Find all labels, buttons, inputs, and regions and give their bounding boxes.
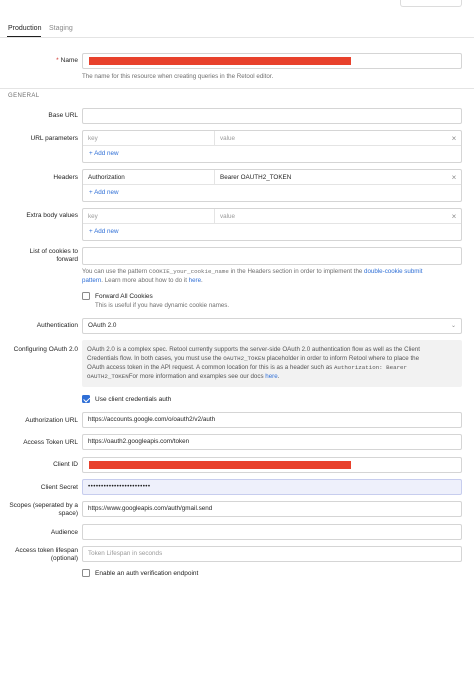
header-row bbox=[83, 170, 461, 185]
extra-body-row bbox=[83, 209, 461, 224]
base-url-input[interactable] bbox=[82, 108, 462, 124]
headers-add-new-button[interactable]: + Add new bbox=[89, 189, 119, 196]
top-action-button[interactable] bbox=[400, 0, 462, 7]
token-lifespan-label: Access token lifespan (optional) bbox=[15, 547, 78, 562]
access-token-url-label: Access Token URL bbox=[23, 439, 78, 446]
remove-row-icon[interactable]: × bbox=[451, 173, 457, 182]
forward-all-cookies-help: This is useful if you have dynamic cookie names. bbox=[95, 302, 230, 309]
url-params-add-new-button[interactable]: + Add new bbox=[89, 150, 119, 157]
auth-verification-label: Enable an auth verification endpoint bbox=[95, 570, 199, 577]
extra-body-value-input[interactable]: value bbox=[220, 213, 236, 220]
url-param-value-input[interactable]: value bbox=[220, 135, 236, 142]
cookies-help: You can use the pattern COOKIE_your_cookie_name in the Headers section in order to implement the double-cookie submit pattern. Learn more about how to do it here. bbox=[82, 268, 423, 284]
authorization-url-label: Authorization URL bbox=[25, 417, 78, 424]
tab-divider bbox=[0, 37, 474, 38]
authorization-url-input[interactable]: https://accounts.google.com/o/oauth2/v2/auth bbox=[82, 412, 462, 428]
redacted-name-value bbox=[89, 57, 351, 65]
tab-staging[interactable]: Staging bbox=[49, 25, 73, 32]
url-parameters-label: URL parameters bbox=[30, 135, 78, 142]
double-cookie-link[interactable]: double-cookie submit bbox=[364, 268, 423, 275]
client-secret-label: Client Secret bbox=[40, 484, 78, 491]
client-id-label: Client ID bbox=[53, 461, 78, 468]
audience-input[interactable] bbox=[82, 524, 462, 540]
cookies-here-link[interactable]: here bbox=[188, 277, 202, 284]
remove-row-icon[interactable]: × bbox=[451, 134, 457, 143]
extra-body-values-label: Extra body values bbox=[26, 212, 78, 219]
name-input[interactable] bbox=[82, 53, 462, 69]
url-parameter-row bbox=[83, 131, 461, 146]
client-secret-input[interactable]: •••••••••••••••••••••••• bbox=[82, 479, 462, 495]
chevron-down-icon: ⌄ bbox=[450, 323, 456, 329]
section-general-heading: GENERAL bbox=[8, 93, 40, 99]
extra-body-values-table bbox=[82, 208, 462, 241]
scopes-input[interactable]: https://www.googleapis.com/auth/gmail.send bbox=[82, 501, 462, 517]
section-divider bbox=[0, 88, 474, 89]
headers-label: Headers bbox=[53, 174, 78, 181]
auth-verification-checkbox[interactable] bbox=[82, 569, 90, 577]
name-help: The name for this resource when creating queries in the Retool editor. bbox=[82, 73, 274, 80]
required-marker: * bbox=[56, 57, 59, 64]
tab-production[interactable]: Production bbox=[8, 25, 42, 32]
use-client-credentials-checkbox[interactable] bbox=[82, 395, 90, 403]
url-param-key-input[interactable]: key bbox=[83, 131, 215, 146]
oauth-info-box: OAuth 2.0 is a complex spec. Retool currently supports the server-side OAuth 2.0 authentication flow as well as the Client Credentials flow. In both cases, you must use the OAUTH2_TOKEN placeholder in order to inform Retool where to place the OAuth access token in the API request. A common location for this is as a header such as Authorization: Bearer OAUTH2_TOKENFor more information and examples see our docs here. bbox=[82, 340, 462, 387]
configuring-oauth-label: Configuring OAuth 2.0 bbox=[13, 346, 78, 353]
headers-table bbox=[82, 169, 462, 202]
forward-all-cookies-checkbox[interactable] bbox=[82, 292, 90, 300]
token-lifespan-input[interactable]: Token Lifespan in seconds bbox=[82, 546, 462, 562]
audience-label: Audience bbox=[50, 529, 78, 536]
client-id-input[interactable] bbox=[82, 457, 462, 473]
cookies-label: List of cookies to forward bbox=[29, 248, 78, 263]
base-url-label: Base URL bbox=[48, 112, 78, 119]
remove-row-icon[interactable]: × bbox=[451, 212, 457, 221]
header-value-input[interactable]: Bearer OAUTH2_TOKEN bbox=[220, 174, 292, 181]
oauth-docs-here-link[interactable]: here bbox=[265, 373, 278, 380]
forward-all-cookies-label: Forward All Cookies bbox=[95, 293, 153, 300]
extra-body-key-input[interactable]: key bbox=[83, 209, 215, 224]
authentication-select[interactable]: OAuth 2.0 ⌄ bbox=[82, 318, 462, 334]
header-key-input[interactable]: Authorization bbox=[83, 170, 215, 185]
redacted-client-id bbox=[89, 461, 351, 469]
url-parameters-table bbox=[82, 130, 462, 163]
extra-body-add-new-button[interactable]: + Add new bbox=[89, 228, 119, 235]
use-client-credentials-label: Use client credentials auth bbox=[95, 396, 172, 403]
scopes-label: Scopes (seperated by a space) bbox=[9, 502, 78, 517]
authentication-label: Authentication bbox=[36, 322, 78, 329]
access-token-url-input[interactable]: https://oauth2.googleapis.com/token bbox=[82, 434, 462, 450]
name-label: * Name bbox=[56, 57, 78, 64]
double-cookie-link-cont[interactable]: pattern bbox=[82, 277, 102, 284]
cookies-input[interactable] bbox=[82, 247, 462, 265]
